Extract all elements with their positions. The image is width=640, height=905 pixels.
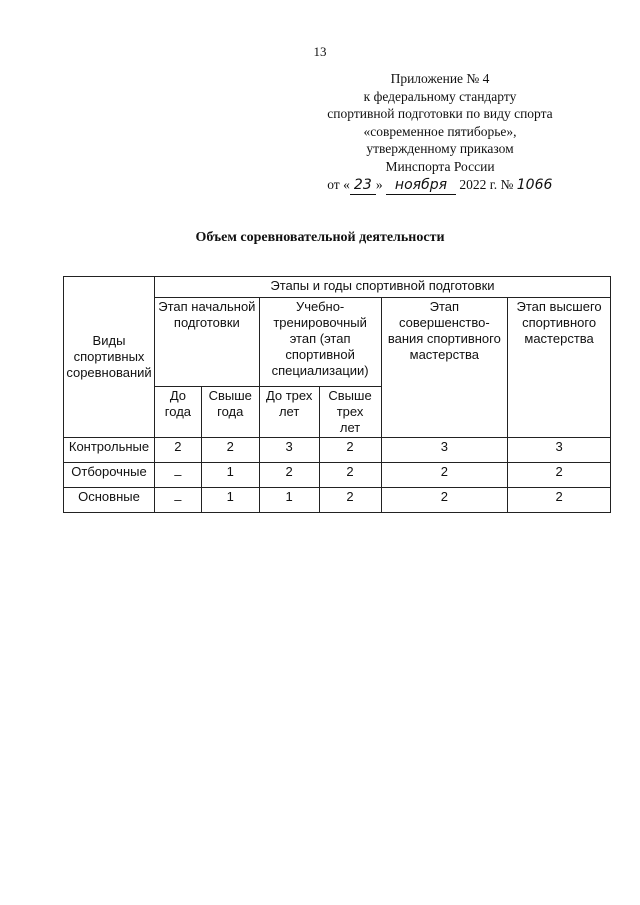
table-cell: 2: [201, 438, 259, 463]
table-cell: 3: [381, 438, 508, 463]
header-higher-stage-line: мастерства: [524, 331, 594, 346]
table-cell: 1: [201, 463, 259, 488]
header-training-over-three: [319, 387, 381, 438]
appendix-line-6: Минспорта России: [385, 158, 495, 174]
header-initial-stage-line: Этап начальной: [158, 299, 256, 314]
header-competition-types-line: Виды: [92, 333, 126, 348]
header-cell-line: лет: [339, 420, 361, 435]
appendix-line-4: «современное пятиборье»,: [363, 123, 517, 139]
header-improvement-stage-line: совершенство-: [398, 315, 490, 330]
header-initial-upto-year: [154, 387, 201, 438]
table-cell: 2: [319, 438, 381, 463]
header-cell-line: До трех: [265, 388, 313, 403]
table-cell: [154, 463, 201, 488]
header-initial-stage: [154, 298, 259, 387]
header-training-stage-line: спортивной: [285, 347, 355, 362]
header-higher-stage: [508, 298, 611, 438]
header-improvement-stage: [381, 298, 508, 438]
header-initial-over-year: [201, 387, 259, 438]
date-prefix: от «: [327, 176, 350, 192]
header-stages: Этапы и годы спортивной подготовки: [154, 277, 610, 298]
table-cell: 2: [319, 488, 381, 513]
header-cell-line: трех: [336, 404, 364, 419]
header-competition-types-line: спортивных: [73, 349, 145, 364]
header-cell-line: Свыше: [328, 388, 372, 403]
row-label: Основные: [64, 488, 155, 513]
table-cell: 2: [259, 463, 319, 488]
header-training-stage: [259, 298, 381, 387]
appendix-line-1: Приложение № 4: [390, 71, 490, 86]
table-cell: 2: [508, 488, 611, 513]
appendix-header: [290, 70, 590, 195]
appendix-line-5: утвержденному приказом: [366, 141, 514, 157]
header-improvement-stage-line: Этап: [429, 299, 460, 314]
header-cell-line: года: [217, 404, 244, 419]
header-higher-stage-line: спортивного: [522, 315, 597, 330]
dash-value: –: [174, 467, 182, 482]
header-competition-types-line: соревнований: [66, 365, 152, 380]
table-cell: 1: [259, 488, 319, 513]
handwritten-order-number: 1066: [516, 176, 553, 193]
table-cell: 2: [508, 463, 611, 488]
page-number: 13: [313, 44, 327, 59]
header-initial-stage-line: подготовки: [173, 315, 240, 330]
row-label: Отборочные: [64, 463, 155, 488]
order-date-line: [290, 176, 590, 196]
table-cell: [154, 488, 201, 513]
year-text: 2022 г. №: [455, 176, 517, 192]
table-cell: 3: [259, 438, 319, 463]
header-training-stage-line: тренировочный: [273, 315, 367, 330]
table-cell: 2: [319, 463, 381, 488]
table-cell: 2: [381, 488, 508, 513]
dash-value: –: [174, 492, 182, 507]
table-cell: 2: [381, 463, 508, 488]
header-cell-line: До: [169, 388, 186, 403]
competition-volume-table: [63, 276, 611, 513]
handwritten-day: 23: [350, 177, 376, 196]
table-row: [64, 438, 611, 463]
table-cell: 2: [154, 438, 201, 463]
document-title: Объем соревновательной деятельности: [195, 230, 445, 245]
appendix-line-2: к федеральному стандарту: [363, 88, 517, 104]
table-row: [64, 463, 611, 488]
table-row: [64, 488, 611, 513]
header-cell-line: лет: [278, 404, 300, 419]
header-training-stage-line: этап (этап: [289, 331, 351, 346]
header-improvement-stage-line: мастерства: [409, 347, 480, 362]
row-label: Контрольные: [64, 438, 155, 463]
appendix-line-3: спортивной подготовки по виду спорта: [327, 106, 553, 122]
header-training-stage-line: Учебно-: [295, 299, 345, 314]
table-cell: 3: [508, 438, 611, 463]
header-cell-line: Свыше: [208, 388, 252, 403]
header-training-upto-three: [259, 387, 319, 438]
header-competition-types: [64, 277, 155, 438]
header-training-stage-line: специализации): [271, 363, 369, 378]
table-cell: 1: [201, 488, 259, 513]
handwritten-month: ноября: [386, 177, 456, 196]
header-cell-line: года: [164, 404, 192, 419]
header-higher-stage-line: Этап высшего: [516, 299, 602, 314]
header-improvement-stage-line: вания спортивного: [387, 331, 501, 346]
date-mid: »: [375, 176, 386, 192]
